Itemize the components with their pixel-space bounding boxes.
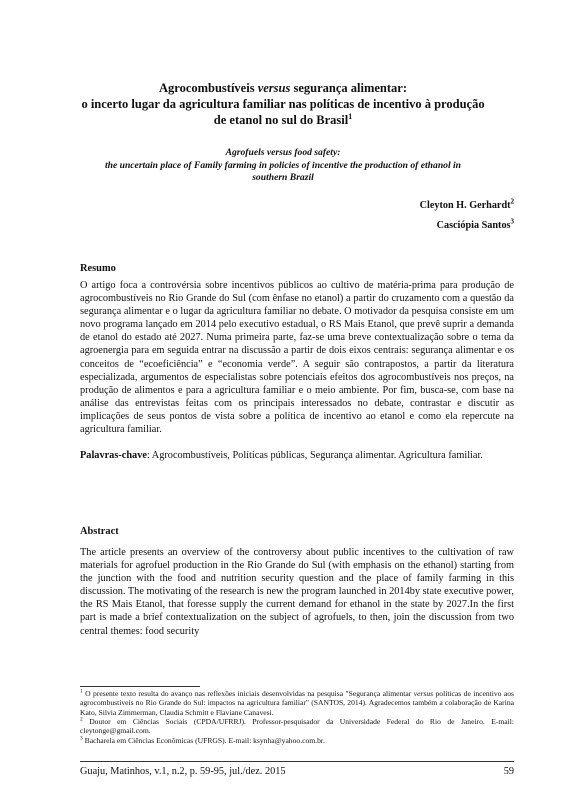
- title-footnote-ref[interactable]: 1: [348, 111, 353, 121]
- footnote-3: [80, 736, 514, 745]
- english-title: [60, 147, 506, 185]
- title-italic-versus: versus: [257, 81, 291, 95]
- author-2-footnote-ref[interactable]: 3: [510, 217, 514, 226]
- author-2: [436, 217, 514, 231]
- keywords-text: : Agrocombustíveis, Políticas públicas, Segurança alimentar. Agricultura familiar.: [146, 450, 483, 461]
- article-title: [60, 80, 506, 128]
- keywords-label: Palavras-chave: [80, 450, 147, 461]
- abstract-text: The article presents an overview of the controversy about public incentives to the cultivation of raw materials for agrofuel production in the Rio Grande do Sul (with emphasis on the ethanol) starting from the junction with the food and nutrition security question and the place of family farming in this discussion. The motivating of the research is new the program launched in 2014by state executive power, the RS Mais Etanol, that foresse supply the current demand for ethanol in the state by 2027.In the first part is made a brief contextualization on the subject of agrofuels, to then, join the discussion from two central themes: food security: [80, 547, 514, 637]
- author-1: [419, 197, 514, 211]
- footnote-1-text-a: O presente texto resulta do avanço nas reflexões iniciais desenvolvidas na pesquisa "Segurança alimentar: [82, 689, 414, 698]
- footnote-2-text: Doutor em Ciências Sociais (CPDA/UFRRJ). Professor-pesquisador da Universidade Federal do Rio de Janeiro. E-mail: cleytonge@gmail.com.: [80, 717, 514, 736]
- title-line-2: o incerto lugar da agricultura familiar nas políticas de incentivo à produção: [81, 97, 485, 111]
- footnote-1: [80, 689, 514, 717]
- author-1-footnote-ref[interactable]: 2: [510, 197, 514, 206]
- footnote-3-text: Bacharela em Ciências Econômicas (UFRGS). E-mail: ksynha@yahoo.com.br.: [82, 736, 325, 745]
- keywords: [80, 449, 514, 462]
- footnote-1-italic: versus: [413, 689, 434, 698]
- resumo-heading: Resumo: [80, 263, 116, 274]
- footnote-3-number: 3: [80, 735, 83, 742]
- title-line-3: de etanol no sul do Brasil: [213, 113, 349, 127]
- footnote-separator: [80, 686, 200, 687]
- english-title-line-2: the uncertain place of Family farming in policies of incentive the production of ethanol in: [104, 159, 462, 171]
- english-title-line-3: southern Brazil: [252, 172, 314, 183]
- footnote-1-text-b: políticas de incentivo aos agrocombustíveis no Rio Grande do Sul: impactos na agricultura familiar" (SANTOS, 2014). Agradecemos também a colaboração de Karina Kato, Silvia Zimmerman, Claudia Schmitt e Flaviane Canavesi.: [80, 689, 514, 717]
- abstract-heading: Abstract: [80, 526, 119, 537]
- resumo-text: O artigo foca a controvérsia sobre incentivos públicos ao cultivo de matéria-prima para produção de agrocombustíveis no Rio Grande do Sul (com ênfase no etanol) a partir do cruzamento com a questão da segurança alimentar e o lugar da agricultura familiar no debate. O motivador da pesquisa consiste em um novo programa lançado em 2014 pelo executivo estadual, o RS Mais Etanol, que prevê suprir a demanda de etanol do estado até 2027. Numa primeira parte, faz-se uma breve contextualização sobre o tema da agroenergia para em seguida entrar na discussão a partir de dois eixos centrais: segurança alimentar e os conceitos de “ecoeficiência” e “economia verde”. A seguir são contrapostos, a partir da literatura especializada, argumentos de especialistas sobre potenciais efeitos dos agrocombustíveis nos preços, na produção de alimentos e para a agricultura familiar e o meio ambiente. Por fim, busca-se, com base na análise das entrevistas feitas com os principais interessados no debate, contrastar e discutir as implicações de seus pontos de vista sobre a política de incentivo ao etanol e como ela repercute na agricultura familiar.: [80, 280, 514, 436]
- footnote-1-number: 1: [80, 688, 83, 695]
- title-part-1: Agrocombustíveis: [158, 81, 258, 95]
- author-1-name: Cleyton H. Gerhardt: [419, 200, 511, 211]
- author-2-name: Casciópia Santos: [436, 220, 511, 231]
- title-part-2: segurança alimentar:: [290, 81, 408, 95]
- footnote-2: [80, 717, 514, 736]
- page-number: 59: [503, 766, 514, 777]
- footnote-2-number: 2: [80, 716, 83, 723]
- journal-citation: Guaju, Matinhos, v.1, n.2, p. 59-95, jul./dez. 2015: [80, 766, 286, 777]
- page-footer: [80, 761, 514, 777]
- english-title-line-1: Agrofuels versus food safety:: [225, 147, 341, 158]
